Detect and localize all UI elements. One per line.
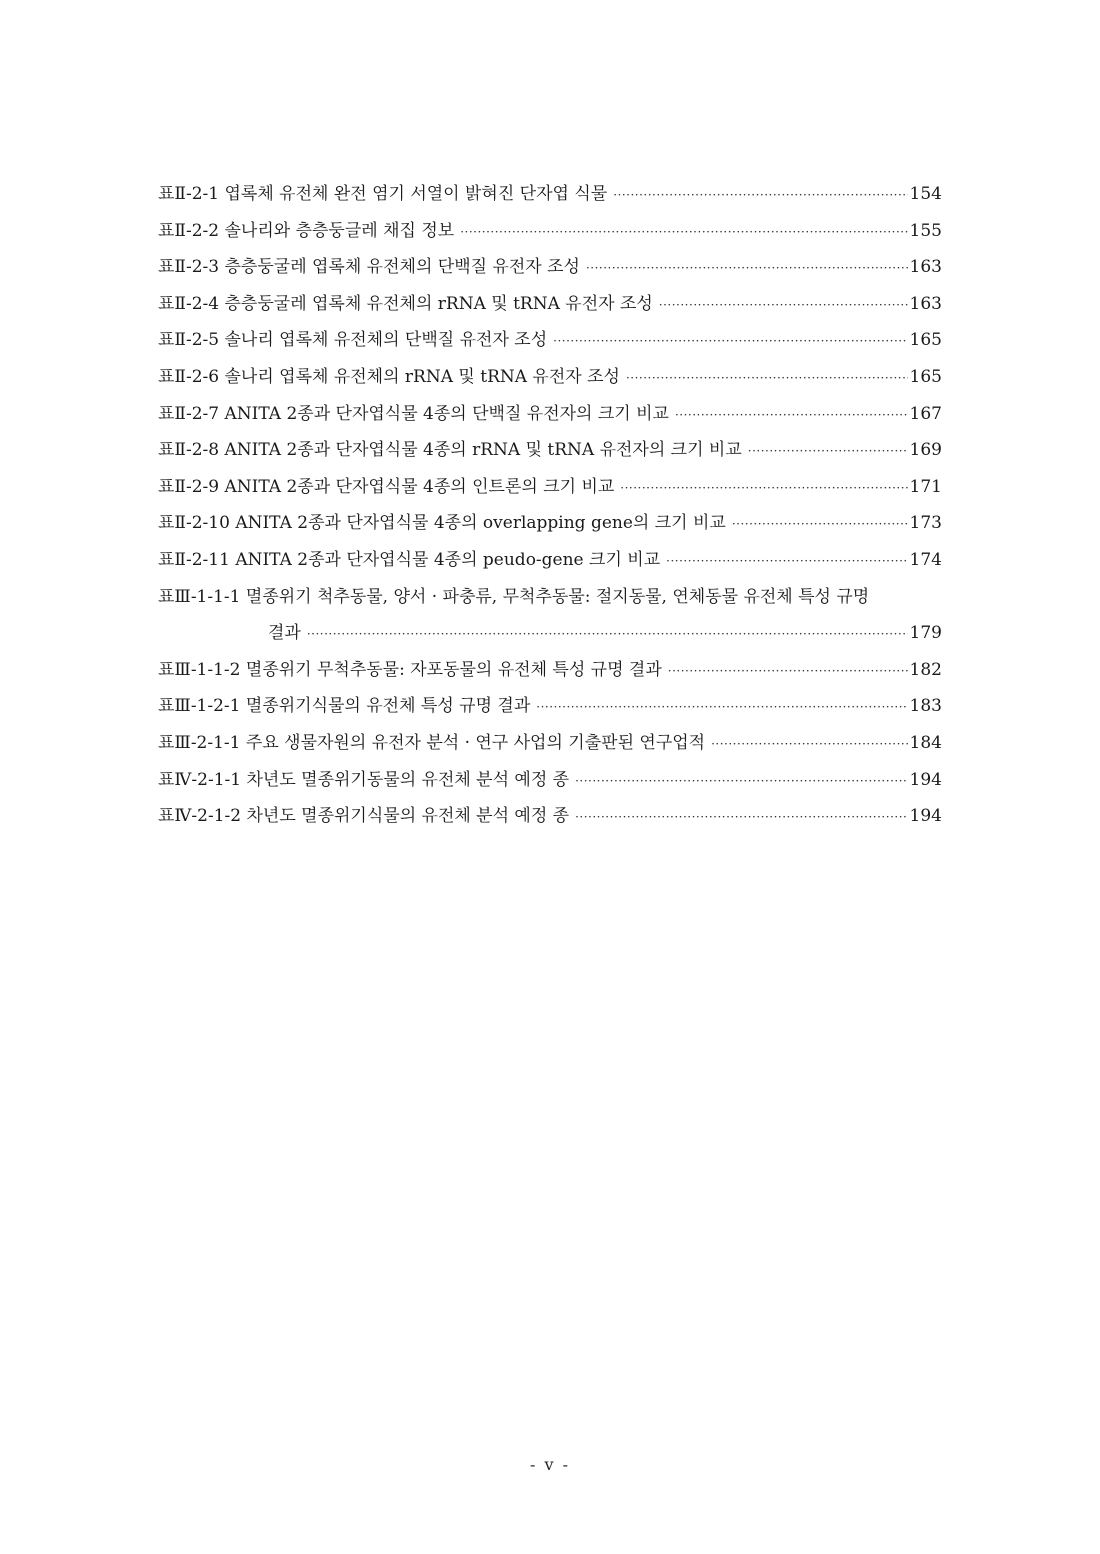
toc-entry[interactable] (158, 542, 942, 579)
toc-entry[interactable] (158, 322, 942, 359)
toc-entry[interactable] (158, 396, 942, 433)
dot-leader (626, 360, 908, 397)
toc-entry-title: 표Ⅱ-2-5 솔나리 엽록체 유전체의 단백질 유전자 조성 (158, 330, 548, 351)
toc-entry-page: 155 (909, 220, 942, 241)
toc-entry-title: 표Ⅲ-1-1-2 멸종위기 무척추동물: 자포동물의 유전체 특성 규명 결과 (158, 659, 662, 680)
toc-entry-title: 표Ⅱ-2-7 ANITA 2종과 단자엽식물 4종의 단백질 유전자의 크기 비교 (158, 403, 669, 424)
toc-entry-title-continuation: 결과 (268, 623, 301, 644)
toc-entry-title: 표Ⅲ-2-1-1 주요 생물자원의 유전자 분석 · 연구 사업의 기출판된 연구업적 (158, 732, 706, 753)
dot-leader (668, 653, 908, 690)
toc-entry-title: 표Ⅲ-1-1-1 멸종위기 척추동물, 양서 · 파충류, 무척추동물: 절지동물, 연체동물 유전체 특성 규명 (158, 586, 870, 607)
toc-entry-page: 174 (909, 549, 942, 570)
dot-leader (732, 506, 908, 543)
toc-entry-title: 표Ⅲ-1-2-1 멸종위기식물의 유전체 특성 규명 결과 (158, 696, 531, 717)
toc-entry-page: 194 (909, 806, 942, 827)
toc-entry-page: 165 (909, 330, 942, 351)
dot-leader (620, 470, 907, 507)
dot-leader (307, 616, 908, 653)
toc-entry-title: 표Ⅱ-2-4 층층둥굴레 엽록체 유전체의 rRNA 및 tRNA 유전자 조성 (158, 293, 653, 314)
dot-leader (659, 287, 908, 324)
toc-entry-title: 표Ⅱ-2-6 솔나리 엽록체 유전체의 rRNA 및 tRNA 유전자 조성 (158, 366, 620, 387)
dot-leader (575, 799, 907, 836)
toc-entry[interactable] (158, 469, 942, 506)
toc-entry[interactable] (158, 432, 942, 469)
dot-leader (536, 689, 907, 726)
dot-leader (748, 433, 908, 470)
toc-entry[interactable] (158, 359, 942, 396)
toc-entry-title: 표Ⅱ-2-1 엽록체 유전체 완전 염기 서열이 밝혀진 단자엽 식물 (158, 184, 608, 204)
toc-entry-page: 163 (909, 293, 942, 314)
toc-entry[interactable] (158, 213, 942, 250)
toc-entry-page: 184 (909, 732, 942, 753)
toc-entry-title: 표Ⅱ-2-3 층층둥굴레 엽록체 유전체의 단백질 유전자 조성 (158, 257, 580, 278)
toc-entry[interactable] (158, 505, 942, 542)
page-number: - v - (529, 1455, 571, 1474)
toc-entry-page: 165 (909, 366, 942, 387)
toc-entry-title: 표Ⅳ-2-1-1 차년도 멸종위기동물의 유전체 분석 예정 종 (158, 769, 570, 790)
toc-entry[interactable] (158, 798, 942, 835)
toc-entry-page: 179 (909, 623, 942, 644)
dot-leader (575, 763, 907, 800)
dot-leader (666, 543, 907, 580)
dot-leader (586, 250, 908, 287)
toc-entry-title: 표Ⅱ-2-2 솔나리와 층층둥글레 채집 정보 (158, 220, 455, 241)
toc-entry[interactable] (158, 762, 942, 799)
toc-entry-page: 163 (909, 257, 942, 278)
toc-entry-page: 154 (909, 184, 942, 204)
toc-entry-title: 표Ⅳ-2-1-2 차년도 멸종위기식물의 유전체 분석 예정 종 (158, 806, 570, 827)
toc-entry-page: 183 (909, 696, 942, 717)
toc-entry-page: 167 (909, 403, 942, 424)
toc-entry-page: 194 (909, 769, 942, 790)
toc-entry-page: 173 (909, 513, 942, 534)
toc-entry-title: 표Ⅱ-2-8 ANITA 2종과 단자엽식물 4종의 rRNA 및 tRNA 유전자의 크기 비교 (158, 440, 742, 461)
dot-leader (553, 323, 907, 360)
toc-entry[interactable] (158, 652, 942, 689)
toc-entry[interactable] (158, 176, 942, 213)
dot-leader (675, 397, 908, 434)
toc-entry-page: 171 (909, 476, 942, 497)
toc-entry[interactable] (158, 286, 942, 323)
dot-leader (613, 177, 907, 214)
toc-entry-title: 표Ⅱ-2-10 ANITA 2종과 단자엽식물 4종의 overlapping gene의 크기 비교 (158, 513, 726, 534)
toc-entry[interactable] (158, 579, 942, 616)
toc-entry-page: 169 (909, 440, 942, 461)
toc-entry-continuation[interactable] (158, 615, 942, 652)
toc-entry-title: 표Ⅱ-2-11 ANITA 2종과 단자엽식물 4종의 peudo-gene 크기 비교 (158, 549, 661, 570)
dot-leader (711, 726, 907, 763)
toc-entry[interactable] (158, 725, 942, 762)
toc-entry-page: 182 (909, 659, 942, 680)
table-of-tables (158, 176, 942, 835)
dot-leader (460, 214, 907, 251)
toc-entry-title: 표Ⅱ-2-9 ANITA 2종과 단자엽식물 4종의 인트론의 크기 비교 (158, 476, 615, 497)
toc-entry[interactable] (158, 688, 942, 725)
toc-entry[interactable] (158, 249, 942, 286)
